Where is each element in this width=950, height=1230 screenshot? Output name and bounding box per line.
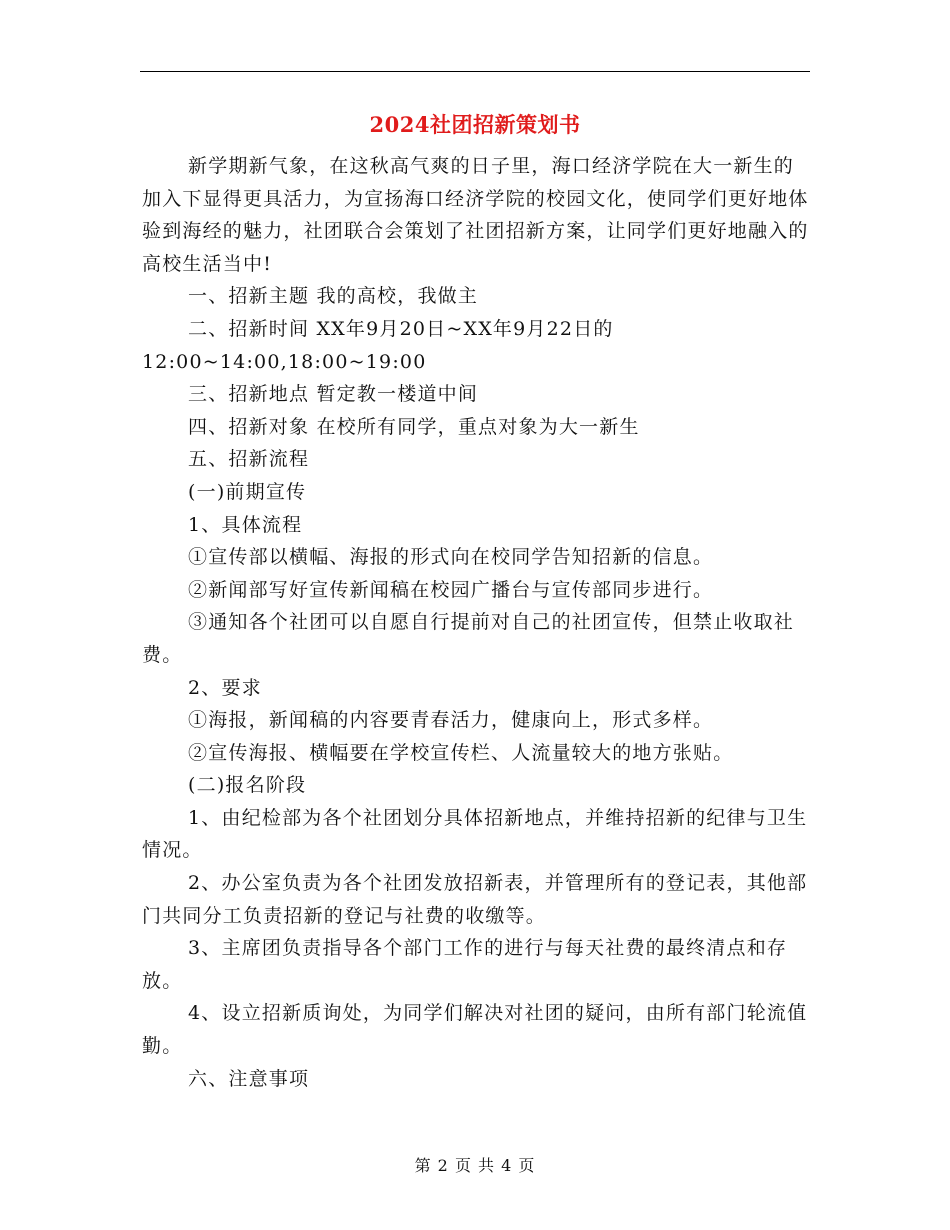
paragraph-intro: 新学期新气象，在这秋高气爽的日子里，海口经济学院在大一新生的加入下显得更具活力，为宣扬海口经济学院的校园文化，使同学们更好地体验到海经的魅力，社团联合会策划了社团招新方案，让同学们更好地融入的高校生活当中!: [142, 155, 809, 275]
list-item: 2、办公室负责为各个社团发放招新表，并管理所有的登记表，其他部门共同分工负责招新的登记与社费的收缴等。: [142, 872, 808, 927]
list-item: ②宣传海报、横幅要在学校宣传栏、人流量较大的地方张贴。: [188, 741, 734, 764]
document-body: [142, 150, 810, 1095]
page-number: 第 2 页 共 4 页: [414, 1156, 536, 1175]
header-rule: [140, 71, 810, 72]
heading-promotion: (一)前期宣传: [188, 480, 307, 503]
heading-requirements: 2、要求: [188, 676, 262, 699]
paragraph-location: 三、招新地点 暂定教一楼道中间: [188, 383, 479, 406]
page-footer: [0, 1154, 950, 1178]
heading-notes: 六、注意事项: [188, 1067, 310, 1090]
list-item: 1、由纪检部为各个社团划分具体招新地点，并维持招新的纪律与卫生情况。: [142, 806, 808, 862]
paragraph-target: 四、招新对象 在校所有同学，重点对象为大一新生: [188, 415, 640, 438]
paragraph-theme: 一、招新主题 我的高校，我做主: [188, 285, 479, 308]
heading-registration: (二)报名阶段: [188, 774, 307, 797]
list-item: ①海报，新闻稿的内容要青春活力，健康向上，形式多样。: [188, 709, 714, 732]
document-title: 2024社团招新策划书: [369, 112, 581, 137]
list-item: 3、主席团负责指导各个部门工作的进行与每天社费的最终清点和存放。: [142, 937, 788, 992]
paragraph-time: 二、招新时间 XX年9月20日~XX年9月22日的12:00~14:00,18:00~19:00: [142, 317, 614, 373]
list-item: 4、设立招新质询处，为同学们解决对社团的疑问，由所有部门轮流值勤。: [142, 1002, 808, 1058]
heading-process: 五、招新流程: [188, 448, 310, 471]
heading-specific-process: 1、具体流程: [188, 513, 303, 536]
list-item: ②新闻部写好宣传新闻稿在校园广播台与宣传部同步进行。: [188, 578, 714, 601]
list-item: ③通知各个社团可以自愿自行提前对自己的社团宣传，但禁止收取社费。: [142, 611, 795, 666]
list-item: ①宣传部以横幅、海报的形式向在校同学告知招新的信息。: [188, 546, 714, 569]
